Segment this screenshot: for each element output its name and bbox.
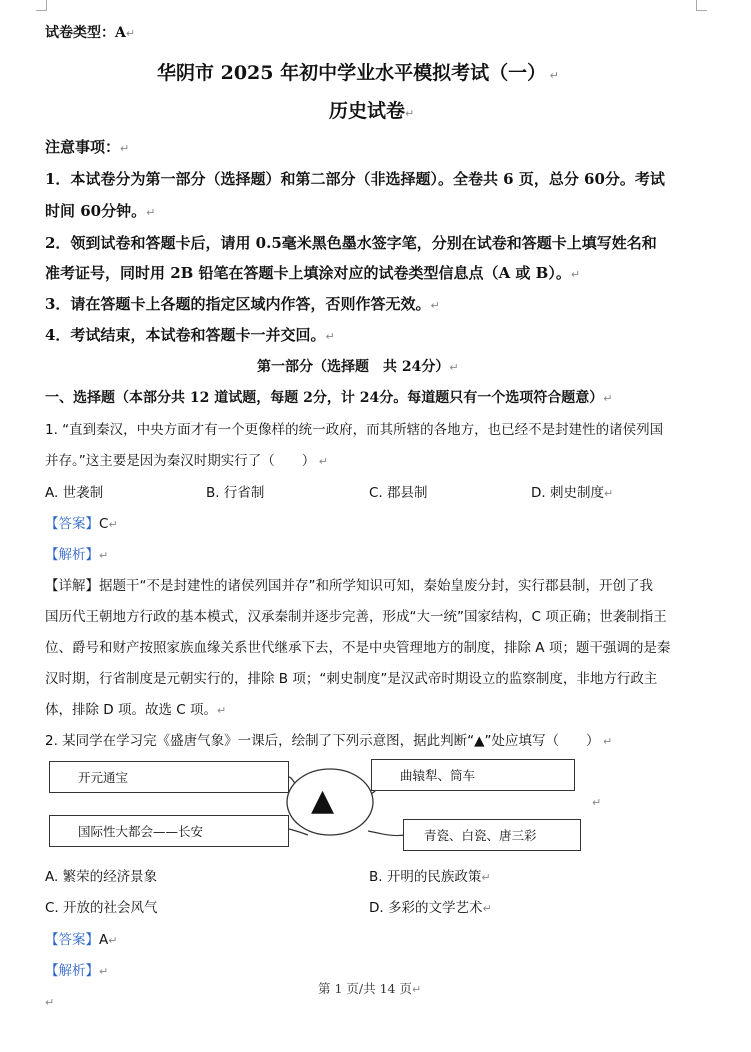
- crop-mark-top-right: [696, 0, 707, 11]
- q1-detail-line-3: 位、爵号和财产按照家族血缘关系世代继承下去，不是中央管理地方的制度，排除 A 项；题干强调的是秦: [45, 640, 671, 656]
- q2-analysis: [45, 959, 108, 979]
- q1-answer-label: 【答案】: [45, 516, 99, 532]
- exam-title: [157, 58, 559, 85]
- q1-detail-text: 据题干“不是封建性的诸侯列国并存”和所学知识可知，秦始皇废分封，实行郡县制，开创了我: [99, 578, 653, 594]
- diagram-box-bottom-right: 青瓷、白瓷、唐三彩: [403, 819, 581, 851]
- paragraph-mark-icon: ↵: [546, 69, 559, 82]
- paragraph-mark-icon: ↵: [603, 392, 613, 405]
- q1-detail-line-5-text: 体，排除 D 项。故选 C 项。: [45, 702, 217, 718]
- part1-heading: [257, 356, 459, 376]
- q2-stem-text: 2. 某同学在学习完《盛唐气象》一课后，绘制了下列示意图，据此判断“▲”处应填写（ ）: [45, 733, 600, 749]
- paragraph-mark-icon: ↵: [405, 107, 415, 120]
- q1-analysis: [45, 543, 108, 563]
- paragraph-mark-icon: ↵: [125, 27, 136, 40]
- exam-subtitle-text: 历史试卷: [329, 100, 406, 122]
- notice-item-2-line-1: 2．领到试卷和答题卡后，请用 0.5毫米黑色墨水签字笔，分别在试卷和答题卡上填写姓名和: [45, 234, 657, 252]
- q1-detail-line-2: 国历代王朝地方行政的基本模式，汉承秦制并逐步完善，形成“大一统”国家结构，C 项正确；世袭制指王: [45, 609, 667, 625]
- q1-stem-line-2: [45, 449, 328, 469]
- notice-item-4: [45, 324, 335, 345]
- q2-answer-label: 【答案】: [45, 932, 99, 948]
- q1-stem-line-2-text: 并存。”这主要是因为秦汉时期实行了（ ）: [45, 453, 316, 469]
- exam-title-text: 华阴市 2025 年初中学业水平模拟考试（一）: [157, 62, 547, 84]
- crop-mark-top-left: [36, 0, 47, 11]
- paper-type: 试卷类型：A: [45, 25, 126, 41]
- exam-subtitle: [329, 96, 414, 123]
- q1-option-c: C. 郡县制: [369, 485, 428, 501]
- q2-option-b: [369, 865, 491, 885]
- paragraph-mark-icon: ↵: [603, 487, 614, 500]
- q2-option-a: A. 繁荣的经济景象: [45, 869, 158, 885]
- notice-heading-text: 注意事项：: [45, 138, 121, 156]
- page-footer: [318, 979, 421, 997]
- paragraph-mark-icon: ↵: [45, 996, 55, 1009]
- notice-item-2-line-2-text: 准考证号，同时用 2B 铅笔在答题卡上填涂对应的试卷类型信息点（A 或 B）。: [45, 264, 571, 282]
- q1-analysis-label: 【解析】: [45, 547, 99, 563]
- section-heading: [45, 387, 612, 407]
- q2-stem: [45, 729, 612, 749]
- paragraph-mark-icon: ↵: [108, 518, 118, 531]
- diagram-box-top-right: 曲辕犁、筒车: [371, 759, 575, 791]
- q2-diagram: [45, 757, 585, 852]
- q1-option-a: A. 世袭制: [45, 485, 104, 501]
- paragraph-mark-icon: ↵: [99, 965, 109, 978]
- q2-answer-value: A: [99, 932, 109, 948]
- diagram-box-top-left: 开元通宝: [49, 761, 289, 793]
- q1-option-d: [531, 481, 613, 501]
- paragraph-mark-icon: ↵: [481, 871, 491, 884]
- notice-heading: [45, 136, 129, 157]
- notice-item-1-line-1: 1．本试卷分为第一部分（选择题）和第二部分（非选择题）。全卷共 6 页，总分 60分。考试: [45, 170, 665, 188]
- paragraph-mark-icon: ↵: [592, 796, 602, 809]
- diagram-box-bottom-left: 国际性大都会——长安: [49, 815, 289, 847]
- q2-option-d-text: D. 多彩的文学艺术: [369, 900, 483, 916]
- paragraph-mark-icon: ↵: [325, 330, 335, 343]
- paragraph-mark-icon: ↵: [449, 361, 459, 374]
- q2-option-b-text: B. 开明的民族政策: [369, 869, 482, 885]
- paragraph-mark-icon: ↵: [217, 704, 227, 717]
- notice-item-3-text: 3．请在答题卡上各题的指定区域内作答，否则作答无效。: [45, 295, 431, 313]
- q2-answer: [45, 928, 117, 948]
- paragraph-mark-icon: ↵: [108, 934, 118, 947]
- notice-item-3: [45, 293, 440, 314]
- paragraph-mark-icon: ↵: [570, 268, 581, 281]
- paragraph-mark-icon: ↵: [430, 299, 440, 312]
- q2-analysis-label: 【解析】: [45, 963, 99, 979]
- section-heading-text: 一、选择题（本部分共 12 道试题，每题 2分，计 24分。每道题只有一个选项符合题意）: [45, 390, 604, 406]
- q2-option-c: C. 开放的社会风气: [45, 900, 158, 916]
- paragraph-mark-icon: ↵: [315, 455, 328, 468]
- part1-heading-text: 第一部分（选择题 共 24分）: [257, 359, 450, 375]
- q2-option-d: [369, 896, 492, 916]
- q1-answer-value: C: [99, 516, 109, 532]
- paragraph-mark-icon: ↵: [99, 549, 109, 562]
- paper-type-line: [45, 22, 135, 42]
- q1-option-d-text: D. 刺史制度: [531, 485, 604, 501]
- q1-detail-line-4: 汉时期，行省制度是元朝实行的，排除 B 项；“刺史制度”是汉武帝时期设立的监察制度，非地方行政主: [45, 671, 658, 687]
- q1-answer: [45, 512, 118, 532]
- q1-detail-line-5: [45, 698, 226, 718]
- q1-detail-label: 【详解】: [45, 578, 99, 594]
- notice-item-1-line-2: [45, 200, 155, 221]
- notice-item-4-text: 4．考试结束，本试卷和答题卡一并交回。: [45, 326, 326, 344]
- paragraph-mark-icon: ↵: [120, 142, 130, 155]
- diagram-center-triangle: ▲: [311, 783, 335, 818]
- paragraph-mark-icon: ↵: [482, 902, 492, 915]
- paragraph-mark-icon: ↵: [599, 735, 613, 748]
- q1-stem-line-1: 1. “直到秦汉，中央方面才有一个更像样的统一政府，而其所辖的各地方，也已经不是封建性的诸侯列国: [45, 422, 664, 438]
- notice-item-2-line-2: [45, 262, 580, 283]
- paragraph-mark-icon: ↵: [411, 983, 422, 996]
- notice-item-1-line-2-text: 时间 60分钟。: [45, 202, 147, 220]
- paragraph-mark-icon: ↵: [146, 206, 156, 219]
- q1-option-b: B. 行省制: [206, 485, 265, 501]
- page-number: 第 1 页/共 14 页: [318, 981, 412, 996]
- q1-detail-line-1: [45, 574, 653, 594]
